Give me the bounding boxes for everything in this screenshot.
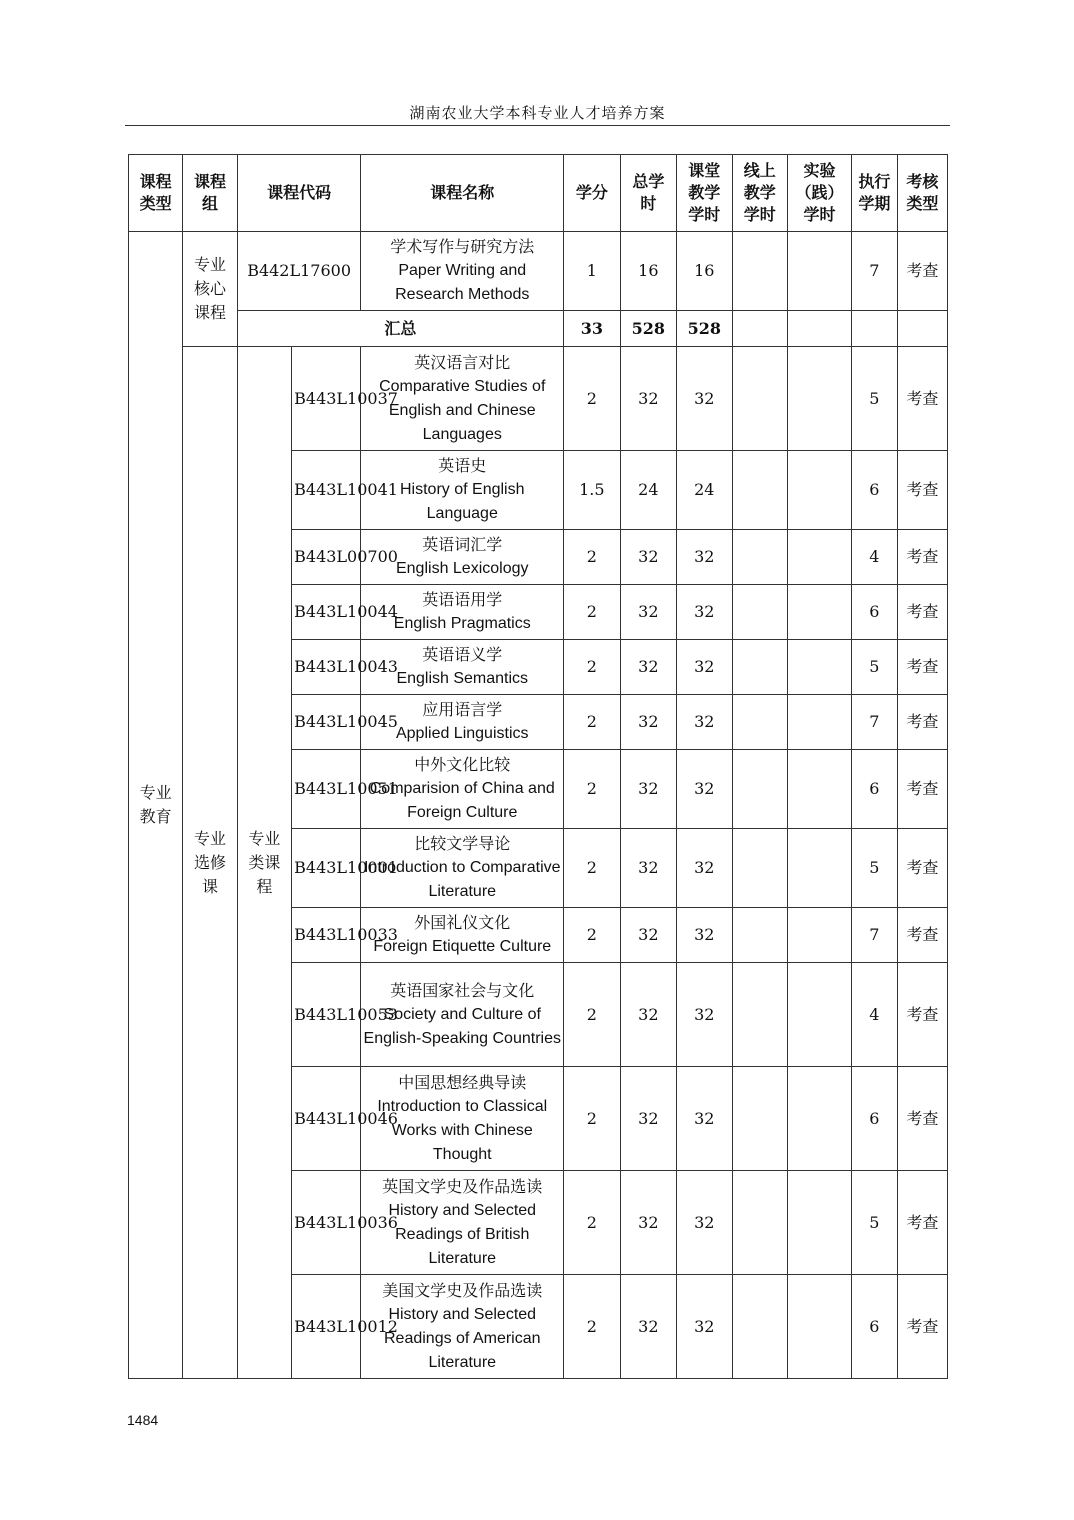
table-header-row [129,155,948,232]
course-name-en: History of English Language [400,481,525,522]
course-name-en: History and Selected Readings of American Literature [383,1305,541,1371]
cell-credit: 2 [564,963,621,1067]
cell-lab [787,908,851,963]
course-group-cell: 专业 选修 课 [183,347,237,1379]
header-exam-type: 考核 类型 [897,155,947,232]
cell-online [732,1171,787,1275]
course-name-cell [361,829,564,908]
course-name-cell [361,908,564,963]
summary-row [129,311,948,347]
course-name-cn: 外国礼仪文化 [414,913,511,932]
course-name-cn: 学术写作与研究方法 [390,237,535,256]
course-code-cell: B443L10045 [292,695,361,750]
header-term: 执行 学期 [851,155,897,232]
cell-term: 7 [851,908,897,963]
course-name-cell [361,1067,564,1171]
cell-lab [787,963,851,1067]
cell-term: 7 [851,695,897,750]
cell-credit: 2 [564,585,621,640]
cell-credit: 2 [564,695,621,750]
course-name-cell [361,750,564,829]
cell-exam: 考查 [897,1067,947,1171]
cell-exam: 考查 [897,829,947,908]
course-name-en: Paper Writing and Research Methods [395,262,530,303]
course-name-cell [361,347,564,451]
cell-total: 32 [620,829,677,908]
cell-term: 5 [851,829,897,908]
cell-class: 32 [677,963,732,1067]
cell-total: 32 [620,963,677,1067]
cell-online [732,750,787,829]
header-class-hours: 课堂 教学 学时 [677,155,732,232]
cell-total: 32 [620,1275,677,1379]
course-name-cn: 中外文化比较 [414,755,511,774]
summary-credit: 33 [564,311,621,347]
cell-total: 32 [620,530,677,585]
cell-credit: 1.5 [564,451,621,530]
cell-lab [787,585,851,640]
cell-class: 32 [677,908,732,963]
cell-lab [787,232,851,311]
cell-credit: 2 [564,347,621,451]
header-course-name: 课程名称 [361,155,564,232]
cell-class: 32 [677,530,732,585]
cell-online [732,1275,787,1379]
cell-class: 32 [677,695,732,750]
cell-online [732,530,787,585]
cell-term: 4 [851,530,897,585]
cell-exam: 考查 [897,750,947,829]
cell-online [732,232,787,311]
header-course-group: 课程 组 [183,155,237,232]
cell-credit: 2 [564,1067,621,1171]
cell-class: 32 [677,347,732,451]
cell-class: 32 [677,585,732,640]
table-row [129,347,948,451]
cell-exam: 考查 [897,695,947,750]
cell-exam: 考查 [897,963,947,1067]
cell-lab [787,451,851,530]
cell-total: 24 [620,451,677,530]
header-course-code: 课程代码 [237,155,361,232]
cell-term: 4 [851,963,897,1067]
course-name-en: Introduction to Comparative Literature [363,859,561,900]
cell-class: 32 [677,640,732,695]
cell-exam: 考查 [897,347,947,451]
cell-class: 32 [677,750,732,829]
course-name-cn: 英语词汇学 [422,535,503,554]
cell-total: 32 [620,908,677,963]
cell-exam: 考查 [897,232,947,311]
header-online-hours: 线上 教学 学时 [732,155,787,232]
course-code-cell: B442L17600 [237,232,361,311]
cell-credit: 2 [564,1275,621,1379]
course-name-en: Comparative Studies of English and Chinese Languages [379,377,546,443]
course-code-cell: B443L10046 [292,1067,361,1171]
cell-online [732,640,787,695]
cell-term: 6 [851,451,897,530]
cell-exam: 考查 [897,530,947,585]
course-name-cell [361,232,564,311]
summary-empty [732,311,787,347]
cell-online [732,829,787,908]
cell-total: 16 [620,232,677,311]
cell-credit: 2 [564,829,621,908]
cell-exam: 考查 [897,451,947,530]
course-code-cell: B443L10053 [292,963,361,1067]
course-code-cell: B443L10012 [292,1275,361,1379]
cell-credit: 2 [564,908,621,963]
cell-credit: 1 [564,232,621,311]
cell-online [732,347,787,451]
summary-class: 528 [677,311,732,347]
cell-lab [787,530,851,585]
course-name-en: Applied Linguistics [395,725,529,742]
cell-term: 7 [851,232,897,311]
cell-class: 32 [677,829,732,908]
course-code-cell: B443L10033 [292,908,361,963]
course-name-cell [361,1275,564,1379]
cell-lab [787,347,851,451]
cell-exam: 考查 [897,585,947,640]
course-name-en: Foreign Etiquette Culture [373,938,552,955]
course-code-cell: B443L10001 [292,829,361,908]
cell-total: 32 [620,1067,677,1171]
course-name-en: Comparision of China and Foreign Culture [369,780,555,821]
header-course-type: 课程 类型 [129,155,183,232]
cell-lab [787,829,851,908]
cell-term: 5 [851,640,897,695]
cell-lab [787,1171,851,1275]
cell-lab [787,640,851,695]
cell-online [732,451,787,530]
summary-empty [851,311,897,347]
course-code-cell: B443L10051 [292,750,361,829]
cell-lab [787,1067,851,1171]
page-number: 1484 [127,1412,159,1428]
cell-class: 32 [677,1275,732,1379]
cell-class: 32 [677,1067,732,1171]
cell-class: 16 [677,232,732,311]
cell-total: 32 [620,695,677,750]
course-name-cn: 英汉语言对比 [414,352,511,372]
course-name-en: Society and Culture of English-Speaking Countries [363,1005,561,1047]
cell-lab [787,1275,851,1379]
course-name-cn: 美国文学史及作品选读 [382,1280,543,1300]
cell-term: 6 [851,1275,897,1379]
course-code-cell: B443L10037 [292,347,361,451]
course-name-en: English Pragmatics [393,615,531,632]
cell-credit: 2 [564,750,621,829]
header-credit: 学分 [564,155,621,232]
cell-term: 6 [851,750,897,829]
cell-term: 5 [851,1171,897,1275]
page-header-title: 湖南农业大学本科专业人才培养方案 [409,104,666,122]
cell-total: 32 [620,347,677,451]
course-name-cn: 中国思想经典导读 [398,1072,527,1092]
cell-exam: 考查 [897,1275,947,1379]
cell-class: 32 [677,1171,732,1275]
table-row [129,232,948,311]
cell-online [732,963,787,1067]
cell-credit: 2 [564,640,621,695]
header-total-hours: 总学 时 [620,155,677,232]
course-type-cell: 专业 教育 [129,232,183,1379]
course-code-cell: B443L10041 [292,451,361,530]
cell-total: 32 [620,750,677,829]
cell-lab [787,695,851,750]
cell-total: 32 [620,640,677,695]
course-name-en: History and Selected Readings of British Literature [388,1201,537,1267]
summary-empty [787,311,851,347]
course-group-cell: 专业 核心 课程 [183,232,237,347]
course-name-cn: 英语语义学 [422,645,503,664]
cell-credit: 2 [564,1171,621,1275]
cell-exam: 考查 [897,1171,947,1275]
course-code-cell: B443L10043 [292,640,361,695]
cell-class: 24 [677,451,732,530]
cell-exam: 考查 [897,908,947,963]
course-name-en: Introduction to Classical Works with Chinese Thought [377,1097,548,1163]
cell-credit: 2 [564,530,621,585]
course-name-cn: 英语国家社会与文化 [390,980,535,1000]
cell-lab [787,750,851,829]
cell-exam: 考查 [897,640,947,695]
course-name-cn: 英语语用学 [422,590,503,609]
cell-online [732,1067,787,1171]
course-name-cn: 比较文学导论 [414,834,511,853]
cell-term: 6 [851,585,897,640]
course-code-cell: B443L10044 [292,585,361,640]
cell-total: 32 [620,1171,677,1275]
course-name-en: English Semantics [396,670,529,687]
summary-empty [897,311,947,347]
summary-label: 汇总 [237,311,563,347]
course-code-cell: B443L00700 [292,530,361,585]
cell-online [732,695,787,750]
course-name-cn: 英国文学史及作品选读 [382,1176,543,1196]
course-code-cell: B443L10036 [292,1171,361,1275]
course-subgroup-cell: 专业 类课 程 [237,347,291,1379]
course-name-cn: 英语史 [438,456,487,475]
header-lab-hours: 实验 （践） 学时 [787,155,851,232]
cell-online [732,585,787,640]
course-name-cn: 应用语言学 [422,700,503,719]
course-name-cell [361,963,564,1067]
cell-term: 5 [851,347,897,451]
course-name-en: English Lexicology [395,560,529,577]
cell-total: 32 [620,585,677,640]
course-table [128,154,948,1379]
summary-total: 528 [620,311,677,347]
header-rule [125,125,950,126]
cell-online [732,908,787,963]
cell-term: 6 [851,1067,897,1171]
